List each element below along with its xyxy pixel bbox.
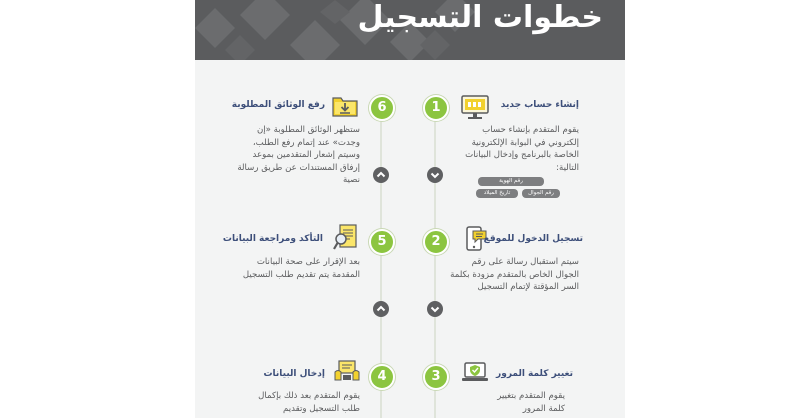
step-1-title: إنشاء حساب جديد — [500, 100, 579, 110]
step-4-title: إدخال البيانات — [263, 369, 325, 379]
infographic-poster — [195, 0, 625, 418]
step-4-number: 4 — [369, 364, 395, 390]
tag-id-number: رقم الهوية — [478, 177, 544, 186]
step-5-number: 5 — [369, 229, 395, 255]
document-magnifier-icon — [333, 223, 361, 253]
step-6-number: 6 — [369, 95, 395, 121]
chevron-up-icon — [373, 167, 389, 183]
laptop-shield-icon — [461, 360, 489, 386]
step-2-number: 2 — [423, 229, 449, 255]
step-5-title: التأكد ومراجعة البيانات — [222, 234, 323, 244]
step-4-description: يقوم المتقدم بعد ذلك بإكمال طلب التسجيل وتقديم — [258, 391, 360, 414]
step-6-title: رفع الوثائق المطلوبة — [231, 100, 325, 110]
step-3-description: يقوم المتقدم بتغيير كلمة المرور — [497, 391, 565, 414]
monitor-icon — [460, 94, 490, 120]
chevron-up-icon — [373, 301, 389, 317]
page-title: خطوات التسجيل — [357, 0, 603, 35]
header-banner — [195, 0, 625, 60]
step-2-description: سيتم استقبال رسالة على رقم الجوال الخاص بالمتقدم مزودة بكلمة السر المؤقتة لإتمام التسجيل — [450, 257, 579, 292]
chevron-down-icon — [427, 167, 443, 183]
step-1-number: 1 — [423, 95, 449, 121]
step-3-title: تغيير كلمة المرور — [496, 369, 573, 379]
step-5-description: بعد الإقرار على صحة البيانات المقدمة يتم تقديم طلب التسجيل — [242, 257, 360, 280]
step-1-description: يقوم المتقدم بإنشاء حساب إلكتروني في البوابة الإلكترونية الخاصة بالبرنامج وإدخال البيانات التالية: — [465, 125, 579, 173]
tag-mobile-number: رقم الجوال — [522, 189, 560, 198]
folder-download-icon — [331, 93, 359, 119]
form-hands-icon — [333, 358, 361, 384]
step-6-description: ستظهر الوثائق المطلوبة «إن وجدت» عند إتمام رفع الطلب، وسيتم إشعار المتقدمين بموعد إرفاق المستندات عن طريق رسالة نصية — [237, 125, 360, 185]
chevron-down-icon — [427, 301, 443, 317]
step-3-number: 3 — [423, 364, 449, 390]
step-2-title: تسجيل الدخول للموقع — [483, 234, 583, 244]
tag-birth-date: تاريخ الميلاد — [476, 189, 518, 198]
